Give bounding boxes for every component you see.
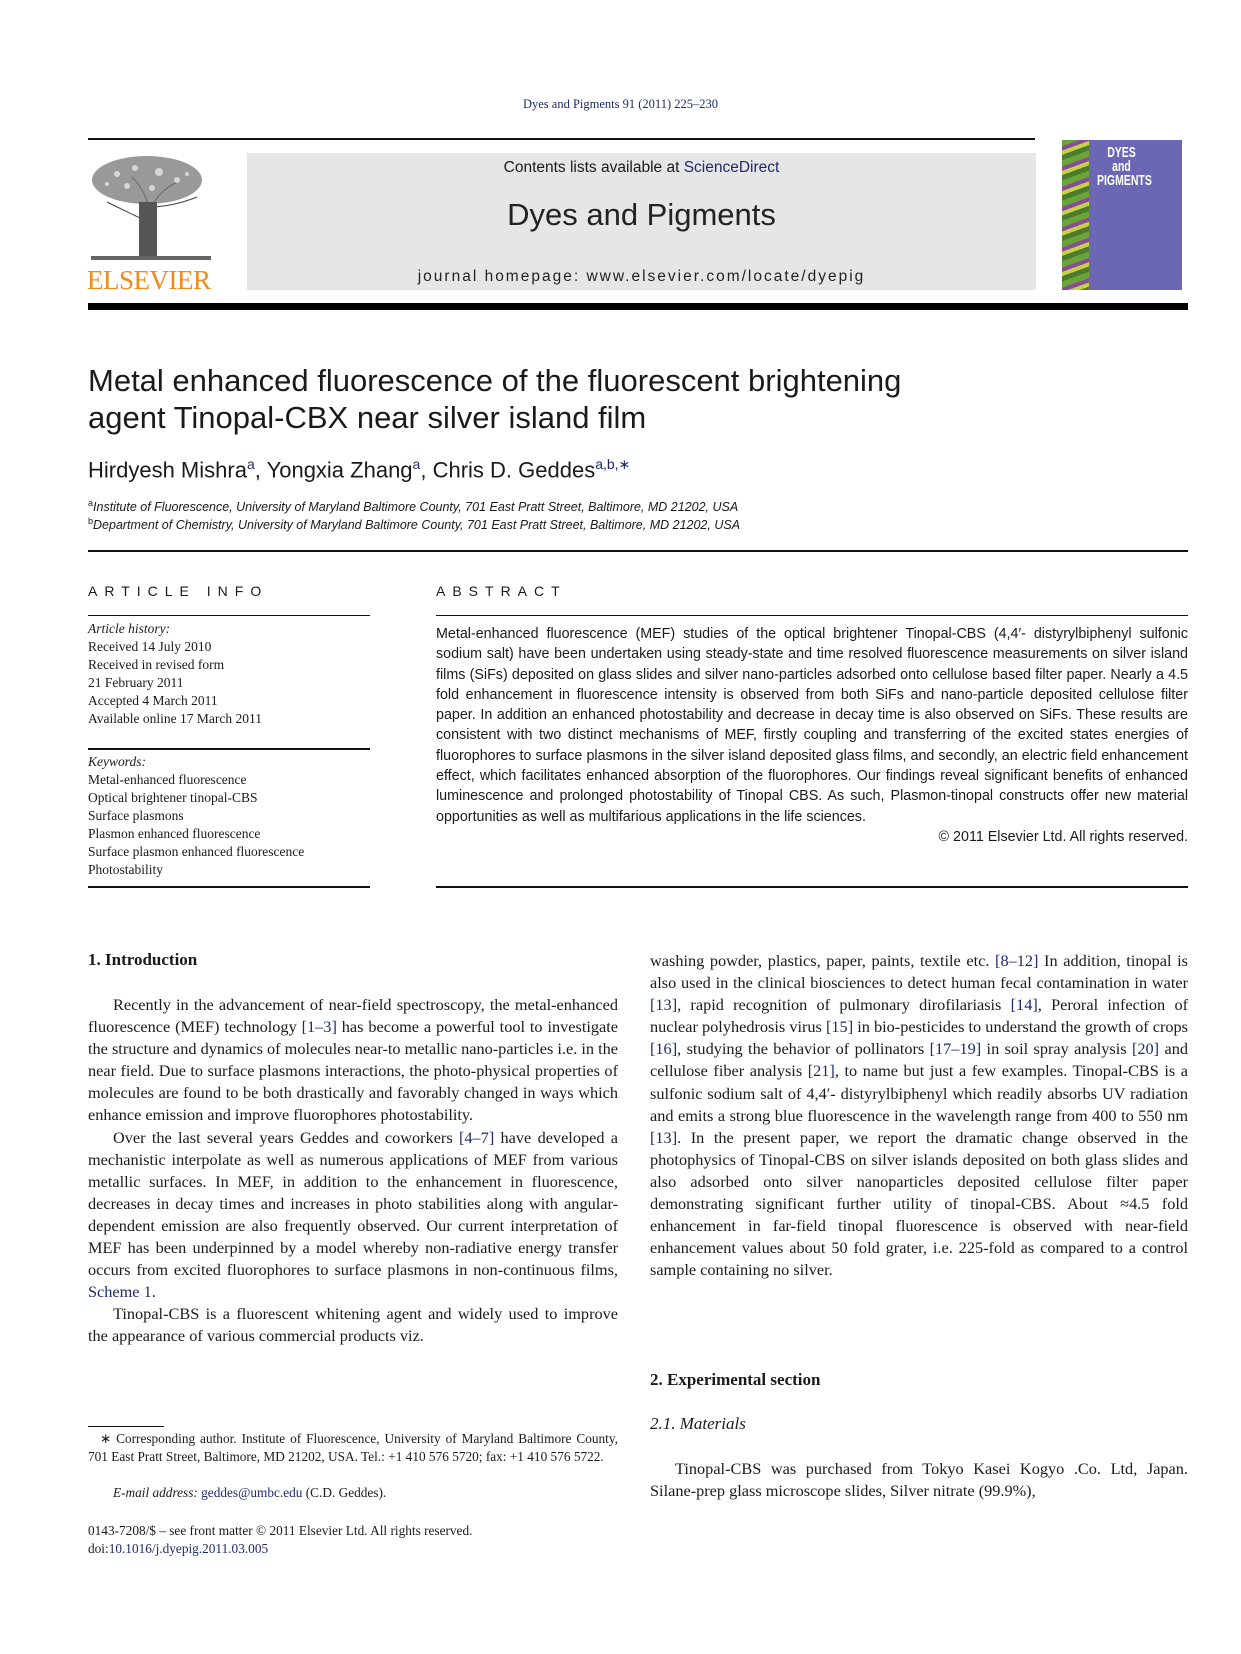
keyword: Surface plasmons [88,808,184,823]
sciencedirect-link[interactable]: ScienceDirect [683,159,780,176]
paragraph [88,994,618,1127]
email-suffix: (C.D. Geddes). [302,1485,387,1500]
affiliation-mark[interactable]: a,b,∗ [595,456,631,472]
affiliation-mark: a [88,498,94,508]
author-separator: , [420,457,433,483]
history-item: Accepted 4 March 2011 [88,693,218,708]
article-info-rule [88,615,370,616]
article-title [88,362,948,436]
reference-link[interactable]: [4–7] [458,1127,495,1147]
doi-link[interactable]: 10.1016/j.dyepig.2011.03.005 [108,1541,269,1556]
text: . In the present paper, we report the dramatic change observed in the photophysics of Tinopal-CBS on silver islands deposited on both glass slides and also adsorbed onto silver nanoparticles deposited cellulose filter paper demonstrating significant further utility of tinopal-CBS. About ≈4.5 fold enhancement in far-field tinopal fluorescence is observed with near-field enhancement values about 50 fold grater, i.e. 225-fold as compared to a control sample containing no silver. [650,1127,1188,1280]
contents-available-text [247,159,1036,177]
text: , rapid recognition of pulmonary dirofilariasis [677,995,1011,1015]
history-item: Available online 17 March 2011 [88,711,262,726]
section-1-heading: 1. Introduction [88,950,198,969]
doi-label: doi: [88,1541,109,1556]
cover-title-line: and [1112,158,1131,175]
article-history [88,620,262,728]
journal-homepage-link[interactable]: journal homepage: www.elsevier.com/locate/dyepig [417,268,866,285]
doi-note [88,1540,268,1558]
text: have developed a mechanistic interpolate as well as numerous applications of MEF from various metallic surfaces. In MEF, in addition to the enhancement in fluorescence, decreases in decay times and increases in photo stabilities along with angular-dependent emission are also frequently observed. Our current interpretation of MEF has been underpinned by a model whereby non-radiative energy transfer occurs from excited fluorophores to surface plasmons in non-continuous films, [88,1127,618,1280]
affiliation-mark[interactable]: a [246,456,255,472]
abstract-bottom-rule [436,886,1188,888]
section-2-heading: 2. Experimental section [650,1370,821,1389]
reference-link[interactable]: [21] [807,1061,835,1081]
affiliations-rule [88,550,1188,552]
materials-paragraph [650,1458,1188,1502]
keyword: Plasmon enhanced fluorescence [88,826,261,841]
reference-link[interactable]: [14] [1010,995,1038,1015]
keyword: Photostability [88,862,164,877]
section-2-1-heading: 2.1. Materials [650,1414,746,1433]
abstract-heading: ABSTRACT [436,583,567,599]
author-separator: , [254,457,267,483]
email-note [113,1484,386,1502]
author-list [88,456,630,483]
author-name: Chris D. Geddes [432,457,596,483]
keywords-rule [88,748,370,750]
elsevier-logo[interactable] [87,152,217,295]
email-label: E-mail address: [113,1485,202,1500]
contents-prefix: Contents lists available at [503,159,684,176]
keyword: Optical brightener tinopal-CBS [88,790,258,805]
article-info-heading: ARTICLE INFO [88,583,269,599]
affiliation-text: Department of Chemistry, University of Maryland Baltimore County, 701 East Pratt Street, Baltimore, MD 21202, USA [93,518,741,533]
reference-link[interactable]: [15] [826,1017,854,1037]
article-info-bottom-rule [88,886,370,888]
abstract-copyright: © 2011 Elsevier Ltd. All rights reserved. [938,828,1188,845]
journal-citation[interactable]: Dyes and Pigments 91 (2011) 225–230 [522,97,718,111]
keyword: Metal-enhanced fluorescence [88,772,247,787]
text: In addition, tinopal is also used in the clinical biosciences to detect human fecal contamination in water [650,951,1188,993]
front-matter-note: 0143-7208/$ – see front matter © 2011 Elsevier Ltd. All rights reserved. [88,1523,473,1538]
journal-name: Dyes and Pigments [507,197,776,232]
text: . [151,1282,156,1302]
affiliation-text: Institute of Fluorescence, University of Maryland Baltimore County, 701 East Pratt Street, Baltimore, MD 21202, USA [93,500,739,515]
text: Over the last several years Geddes and coworkers [113,1127,459,1147]
reference-link[interactable]: [13] [650,1127,678,1147]
column-left [88,994,618,1348]
history-item: Received 14 July 2010 [88,639,212,654]
elsevier-wordmark: ELSEVIER [87,265,211,295]
reference-link[interactable]: [1–3] [301,1017,337,1037]
author-name: Yongxia Zhang [266,457,413,483]
paragraph [650,950,1188,1281]
abstract-rule [436,615,1188,616]
text: in bio-pesticides to understand the growth of crops [853,1017,1188,1037]
cover-title-line: DYES [1107,144,1136,161]
text: in soil spray analysis [981,1039,1132,1059]
keyword: Surface plasmon enhanced fluorescence [88,844,305,859]
affiliation-mark: b [88,516,94,526]
abstract-text [436,624,1188,847]
cover-artwork [1062,140,1089,290]
affiliation-mark[interactable]: a [412,456,421,472]
reference-link[interactable]: [13] [650,995,678,1015]
paragraph [88,1127,618,1304]
reference-link[interactable]: [17–19] [929,1039,982,1059]
journal-cover-thumbnail[interactable] [1062,140,1182,290]
footnote-rule [88,1426,164,1427]
text: and cellulose fiber analysis [650,1039,1188,1081]
author-name: Hirdyesh Mishra [88,457,247,483]
affiliation-a [88,498,738,514]
history-item: Received in revised form [88,657,225,672]
title-line: Metal enhanced fluorescence of the fluorescent brightening [88,363,902,398]
history-label: Article history: [88,621,171,636]
paragraph: Tinopal-CBS was purchased from Tokyo Kasei Kogyo .Co. Ltd, Japan. Silane-prep glass microscope slides, Silver nitrate (99.9%), [650,1459,1188,1501]
history-item: 21 February 2011 [88,675,184,690]
text: , studying the behavior of pollinators [677,1039,930,1059]
journal-banner [247,153,1036,290]
cover-title [1097,144,1152,189]
header-bottom-rule [88,303,1188,310]
column-right [650,950,1188,1281]
abstract-paragraph: Metal-enhanced fluorescence (MEF) studies of the optical brightener Tinopal-CBS (4,4′- distyrylbiphenyl sulfonic sodium salt) have been undertaken using steady-state and time resolved fluorescence measurements on silver island films (SiFs) deposited on glass slides and silver nano-particles adsorbed onto cellulose based filter paper. Nearly a 4.5 fold enhancement in fluorescence intensity is observed from both SiFs and nano-particle deposited cellulose filter paper. In addition an enhanced photostability and decrease in decay time is also observed on SiFs. These results are consistent with two distinct mechanisms of MEF, firstly coupling and transferring of the excited states energies of fluorophores to surface plasmons in the silver island deposited glass films, and secondly, an electric field enhancement effect, which facilitates enhanced absorption of the fluorophores. Our findings reveal significant benefits of enhanced luminescence and prolonged photostability of Tinopal CBS. As such, Plasmon-tinopal constructs offer new material opportunities as well as multifarious applications in the life sciences. [436,626,1188,825]
text: , Peroral infection of nuclear polyhedrosis virus [650,995,1189,1037]
email-link[interactable]: geddes@umbc.edu [201,1485,303,1500]
title-line: agent Tinopal-CBX near silver island film [88,400,647,435]
header-top-rule [88,138,1035,140]
affiliation-b [88,516,740,532]
text: , to name but just a few examples. Tinopal-CBS is a sulfonic sodium salt of 4,4′- distyrylbiphenyl which readily absorbs UV radiation and emits a strong blue fluorescence in the wavelength range from 400 to 550 nm [650,1061,1189,1125]
text: Recently in the advancement of near-field spectroscopy, the metal-enhanced fluorescence (MEF) technology [88,995,618,1037]
cover-title-line: PIGMENTS [1097,172,1152,189]
keywords [88,753,304,879]
elsevier-tree-icon [87,152,217,262]
paragraph: Tinopal-CBS is a fluorescent whitening agent and widely used to improve the appearance of various commercial products viz. [88,1304,618,1346]
corresponding-author-note: ∗ Corresponding author. Institute of Fluorescence, University of Maryland Baltimore County, 701 East Pratt Street, Baltimore, MD 21202, USA. Tel.: +1 410 576 5720; fax: +1 410 576 5722. [88,1431,618,1464]
reference-link[interactable]: [8–12] [995,951,1039,970]
text: has become a powerful tool to investigate the structure and dynamics of molecules near-to metallic nano-particles i.e. in the near field. Due to surface plasmons interactions, the photo-physical properties of molecules are found to be both drastically and favorably changed in ways which enhance emission and improve fluorophores photostability. [88,1017,618,1125]
scheme-link[interactable]: Scheme 1 [88,1282,152,1302]
reference-link[interactable]: [16] [650,1039,678,1059]
keywords-label: Keywords: [88,754,146,769]
text: washing powder, plastics, paper, paints, textile etc. [650,951,996,970]
reference-link[interactable]: [20] [1131,1039,1160,1059]
